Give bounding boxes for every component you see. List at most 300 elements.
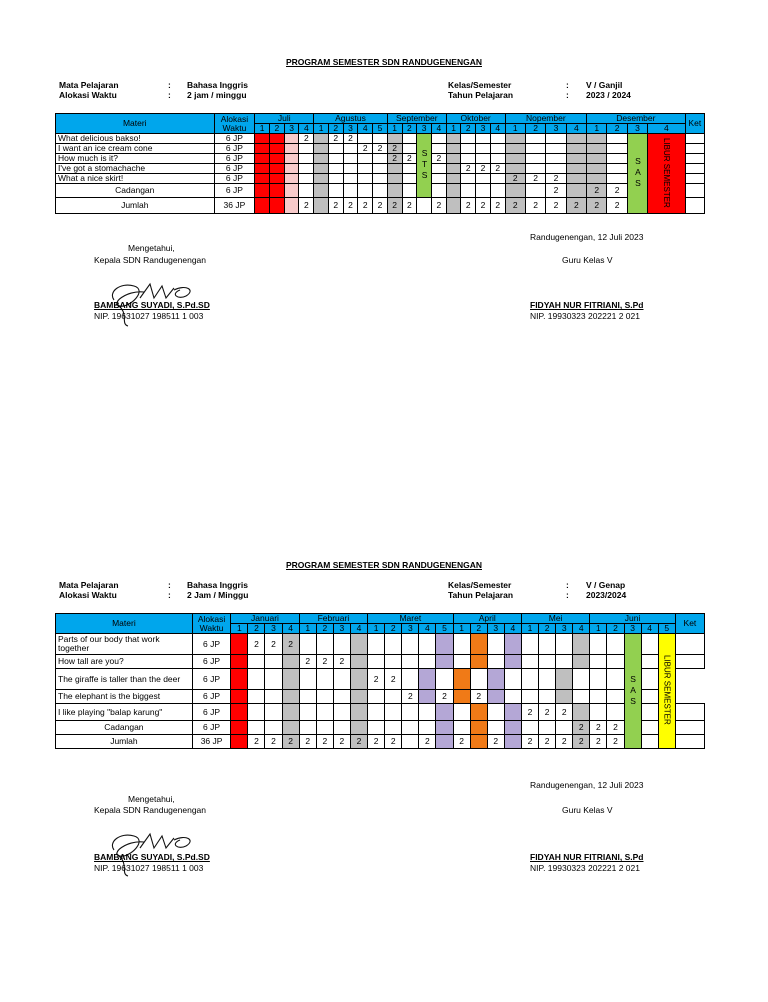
week-cell: [402, 164, 417, 174]
week-number: 3: [265, 624, 282, 634]
guru-name: [530, 300, 644, 311]
week-cell: [299, 174, 314, 184]
week-cell: [446, 164, 461, 174]
week-cell: [282, 655, 299, 669]
label-kelas-semester: Kelas/Semester: [448, 580, 512, 590]
header-ket: Ket: [675, 614, 704, 634]
label-mata-pelajaran: Mata Pelajaran: [59, 80, 119, 90]
week-cell: [539, 721, 556, 735]
week-cell: 2: [539, 735, 556, 749]
week-cell: [505, 154, 525, 164]
week-cell: [641, 634, 658, 655]
week-cell: [350, 655, 367, 669]
total-alokasi: 36 JP: [214, 198, 255, 214]
materi-cell: How tall are you?: [56, 655, 193, 669]
week-number: 3: [333, 624, 350, 634]
week-cell: [587, 174, 607, 184]
week-cell: [487, 690, 504, 704]
label-tahun-pelajaran: Tahun Pelajaran: [448, 90, 514, 100]
week-cell: [505, 164, 525, 174]
week-cell: [490, 154, 505, 164]
week-cell: [328, 154, 343, 164]
week-cell: [316, 721, 333, 735]
week-cell: [446, 134, 461, 144]
week-cell: 2: [587, 184, 607, 198]
alokasi-cell: 6 JP: [214, 154, 255, 164]
week-cell: 2: [453, 735, 470, 749]
week-cell: [231, 704, 248, 721]
week-cell: [387, 164, 402, 174]
week-cell: 2: [373, 198, 388, 214]
week-cell: [299, 721, 316, 735]
week-cell: [419, 690, 436, 704]
week-number: 4: [490, 124, 505, 134]
week-cell: [265, 690, 282, 704]
week-cell: [505, 144, 525, 154]
header-alokasi: Alokasi Waktu: [192, 614, 230, 634]
week-cell: [641, 655, 658, 669]
week-cell: 2: [299, 735, 316, 749]
week-cell: [539, 669, 556, 690]
week-cell: [333, 721, 350, 735]
month-header: Agustus: [314, 114, 388, 124]
week-cell: [490, 174, 505, 184]
week-cell: 2: [299, 134, 314, 144]
week-cell: [573, 690, 590, 704]
kepala-name: [94, 852, 210, 863]
month-header: Juni: [590, 614, 676, 624]
week-cell: [446, 198, 461, 214]
materi-cell: How much is it?: [56, 154, 215, 164]
colon: :: [566, 590, 569, 600]
week-cell: [476, 144, 491, 154]
label-kelas-semester: Kelas/Semester: [448, 80, 512, 90]
week-number: 1: [299, 624, 316, 634]
week-cell: [607, 134, 627, 144]
ket-cell: [685, 154, 704, 164]
week-number: 1: [590, 624, 607, 634]
week-cell: [265, 721, 282, 735]
week-number: 5: [373, 124, 388, 134]
week-cell: [521, 669, 538, 690]
week-number: 4: [358, 124, 373, 134]
week-cell: 2: [387, 154, 402, 164]
materi-cell: What delicious bakso!: [56, 134, 215, 144]
label-alokasi-waktu: Alokasi Waktu: [59, 90, 117, 100]
week-cell: [284, 144, 299, 154]
week-cell: [282, 669, 299, 690]
alokasi-cell: 6 JP: [214, 184, 255, 198]
mengetahui-label: Mengetahui,: [128, 794, 175, 804]
week-cell: 2: [373, 144, 388, 154]
alokasi-cell: 6 JP: [214, 144, 255, 154]
total-row-label: Jumlah: [56, 198, 215, 214]
week-cell: 2: [566, 198, 586, 214]
week-cell: 2: [573, 735, 590, 749]
week-number: 1: [231, 624, 248, 634]
week-cell: [487, 655, 504, 669]
week-cell: [419, 655, 436, 669]
week-number: 1: [446, 124, 461, 134]
week-number: 4: [431, 124, 446, 134]
week-cell: [453, 721, 470, 735]
week-cell: 2: [431, 154, 446, 164]
week-cell: [453, 655, 470, 669]
week-cell: [573, 704, 590, 721]
kepala-name: [94, 300, 210, 311]
week-number: 1: [505, 124, 525, 134]
week-cell: [368, 704, 385, 721]
week-cell: [385, 704, 402, 721]
week-cell: [521, 690, 538, 704]
kepala-sekolah-title: Kepala SDN Randugenengan: [94, 255, 207, 265]
week-cell: [504, 690, 521, 704]
week-cell: 2: [607, 198, 627, 214]
week-cell: [387, 134, 402, 144]
week-cell: [402, 704, 419, 721]
value-alokasi-waktu: 2 Jam / Minggu: [187, 590, 249, 600]
week-number: 2: [607, 124, 627, 134]
materi-cell: Cadangan: [56, 184, 215, 198]
materi-cell: I like playing "balap karung": [56, 704, 193, 721]
week-cell: 2: [461, 198, 476, 214]
week-cell: [436, 735, 453, 749]
week-cell: 2: [387, 144, 402, 154]
week-cell: 2: [556, 704, 573, 721]
week-number: 1: [453, 624, 470, 634]
week-number: 4: [641, 624, 658, 634]
week-cell: [573, 655, 590, 669]
week-cell: [328, 184, 343, 198]
week-cell: [587, 154, 607, 164]
week-cell: [402, 669, 419, 690]
week-cell: 2: [358, 198, 373, 214]
week-cell: [573, 634, 590, 655]
week-cell: [573, 669, 590, 690]
week-cell: [350, 669, 367, 690]
alokasi-cell: 6 JP: [214, 174, 255, 184]
materi-cell: I want an ice cream cone: [56, 144, 215, 154]
week-cell: [299, 184, 314, 198]
materi-cell: Cadangan: [56, 721, 193, 735]
week-cell: [299, 164, 314, 174]
week-cell: [566, 164, 586, 174]
week-cell: [607, 174, 627, 184]
week-cell: [299, 704, 316, 721]
page-title-genap: PROGRAM SEMESTER SDN RANDUGENENGAN: [286, 560, 482, 570]
week-cell: [385, 655, 402, 669]
week-cell: [316, 634, 333, 655]
week-cell: 2: [476, 198, 491, 214]
week-cell: [504, 704, 521, 721]
week-cell: 2: [328, 134, 343, 144]
week-cell: 2: [546, 198, 566, 214]
week-cell: [417, 198, 432, 214]
week-number: 3: [343, 124, 358, 134]
week-cell: [525, 184, 545, 198]
week-cell: [402, 184, 417, 198]
week-cell: 2: [590, 735, 607, 749]
week-cell: [368, 721, 385, 735]
header-ket: Ket: [685, 114, 704, 134]
week-cell: [607, 690, 624, 704]
week-cell: [587, 144, 607, 154]
week-cell: [461, 134, 476, 144]
week-cell: [521, 655, 538, 669]
week-cell: [504, 655, 521, 669]
month-header: Mei: [521, 614, 589, 624]
week-cell: 2: [402, 690, 419, 704]
week-cell: [255, 174, 270, 184]
week-cell: [314, 174, 329, 184]
week-cell: [255, 198, 270, 214]
week-cell: 2: [431, 198, 446, 214]
week-cell: [385, 690, 402, 704]
week-cell: [350, 721, 367, 735]
week-cell: 2: [265, 735, 282, 749]
week-cell: 2: [385, 669, 402, 690]
month-header: Februari: [299, 614, 367, 624]
week-cell: 2: [333, 735, 350, 749]
week-cell: [402, 134, 417, 144]
week-number: 5: [436, 624, 453, 634]
week-cell: 2: [436, 690, 453, 704]
week-cell: [490, 134, 505, 144]
libur-semester-block-label: LIBUR SEMESTER: [661, 137, 671, 208]
week-cell: [358, 154, 373, 164]
week-cell: [255, 144, 270, 154]
week-cell: [368, 690, 385, 704]
week-cell: [255, 134, 270, 144]
week-cell: [505, 184, 525, 198]
week-cell: [419, 669, 436, 690]
week-cell: [590, 704, 607, 721]
week-cell: [373, 174, 388, 184]
week-number: 2: [385, 624, 402, 634]
week-cell: [476, 134, 491, 144]
week-cell: [436, 655, 453, 669]
week-cell: [431, 164, 446, 174]
ket-cell: [685, 198, 704, 214]
week-cell: [525, 154, 545, 164]
week-cell: [453, 690, 470, 704]
week-cell: [566, 134, 586, 144]
week-cell: [248, 721, 265, 735]
week-cell: 2: [282, 735, 299, 749]
week-cell: [402, 655, 419, 669]
month-header: Nopember: [505, 114, 587, 124]
week-cell: [476, 184, 491, 198]
week-number: 5: [658, 624, 675, 634]
week-cell: [607, 164, 627, 174]
week-number: 3: [402, 624, 419, 634]
week-cell: 2: [368, 669, 385, 690]
week-number: 1: [521, 624, 538, 634]
week-cell: [546, 154, 566, 164]
week-number: 3: [284, 124, 299, 134]
week-cell: [431, 134, 446, 144]
week-cell: [270, 198, 285, 214]
week-number: 4: [648, 124, 685, 134]
week-cell: [284, 198, 299, 214]
ket-cell: [675, 704, 704, 721]
week-number: 4: [566, 124, 586, 134]
week-cell: 2: [587, 198, 607, 214]
week-cell: [566, 154, 586, 164]
week-number: 3: [556, 624, 573, 634]
week-cell: [282, 704, 299, 721]
week-cell: [231, 735, 248, 749]
month-header: Januari: [231, 614, 299, 624]
header-alokasi: Alokasi Waktu: [214, 114, 255, 134]
sts-block-label: STS: [419, 148, 430, 181]
week-number: 3: [627, 124, 647, 134]
week-cell: [476, 174, 491, 184]
week-cell: 2: [476, 164, 491, 174]
week-cell: [314, 154, 329, 164]
week-cell: [453, 669, 470, 690]
month-header: Oktober: [446, 114, 505, 124]
week-cell: 2: [358, 144, 373, 154]
week-cell: [231, 690, 248, 704]
week-number: 2: [270, 124, 285, 134]
week-cell: [255, 154, 270, 164]
week-cell: [282, 690, 299, 704]
week-cell: [248, 669, 265, 690]
label-mata-pelajaran: Mata Pelajaran: [59, 580, 119, 590]
week-cell: 2: [343, 198, 358, 214]
mengetahui-label: Mengetahui,: [128, 243, 175, 253]
colon: :: [566, 580, 569, 590]
week-cell: [419, 721, 436, 735]
week-number: 1: [255, 124, 270, 134]
week-cell: [284, 174, 299, 184]
week-cell: [470, 634, 487, 655]
week-number: 1: [587, 124, 607, 134]
week-cell: 2: [590, 721, 607, 735]
week-cell: [368, 655, 385, 669]
libur-semester-block: [658, 634, 675, 749]
week-cell: [521, 721, 538, 735]
value-kelas-semester: V / Ganjil: [586, 80, 623, 90]
guru-name-text: FIDYAH NUR FITRIANI, S.Pd: [530, 300, 644, 310]
week-cell: [270, 154, 285, 164]
week-number: 3: [487, 624, 504, 634]
week-cell: [387, 174, 402, 184]
page-title-ganjil: PROGRAM SEMESTER SDN RANDUGENENGAN: [286, 57, 482, 67]
week-number: 2: [402, 124, 417, 134]
guru-nip: NIP. 19930323 202221 2 021: [530, 311, 640, 321]
week-cell: 2: [385, 735, 402, 749]
week-cell: [490, 144, 505, 154]
materi-cell: What a nice skirt!: [56, 174, 215, 184]
week-cell: [539, 634, 556, 655]
week-cell: [284, 184, 299, 198]
week-cell: [470, 669, 487, 690]
week-cell: [314, 184, 329, 198]
week-cell: [539, 690, 556, 704]
week-cell: 2: [470, 690, 487, 704]
week-cell: 2: [546, 174, 566, 184]
week-number: 3: [546, 124, 566, 134]
guru-kelas-title: Guru Kelas V: [562, 255, 613, 265]
week-cell: [487, 634, 504, 655]
header-materi: Materi: [56, 114, 215, 134]
value-mata-pelajaran: Bahasa Inggris: [187, 80, 248, 90]
schedule-table-genap: [55, 613, 705, 749]
week-cell: [373, 134, 388, 144]
sas-block: [624, 634, 641, 749]
week-number: 4: [299, 124, 314, 134]
week-number: 3: [624, 624, 641, 634]
week-cell: 2: [521, 704, 538, 721]
week-cell: [343, 164, 358, 174]
week-number: 2: [316, 624, 333, 634]
week-cell: 2: [282, 634, 299, 655]
week-cell: [358, 164, 373, 174]
week-cell: [587, 134, 607, 144]
week-cell: [436, 634, 453, 655]
alokasi-cell: 6 JP: [192, 721, 230, 735]
colon: :: [168, 590, 171, 600]
week-cell: [546, 144, 566, 154]
week-number: 2: [539, 624, 556, 634]
week-cell: [590, 634, 607, 655]
week-cell: [231, 655, 248, 669]
month-header: Juli: [255, 114, 314, 124]
sas-block-label: SAS: [628, 673, 639, 707]
week-cell: [590, 690, 607, 704]
week-cell: 2: [368, 735, 385, 749]
ket-cell: [685, 144, 704, 154]
week-cell: [270, 144, 285, 154]
week-cell: 2: [546, 184, 566, 198]
week-cell: [590, 669, 607, 690]
week-cell: [487, 721, 504, 735]
week-cell: [248, 704, 265, 721]
week-cell: [461, 184, 476, 198]
colon: :: [168, 90, 171, 100]
week-cell: [487, 704, 504, 721]
week-cell: [316, 669, 333, 690]
week-cell: [641, 721, 658, 735]
ket-cell: [685, 134, 704, 144]
week-number: 1: [314, 124, 329, 134]
week-cell: [461, 174, 476, 184]
week-cell: [461, 154, 476, 164]
week-cell: [358, 184, 373, 198]
ket-cell: [641, 669, 658, 690]
week-cell: [419, 704, 436, 721]
sas-block-label: SAS: [633, 156, 644, 189]
week-cell: [231, 721, 248, 735]
week-cell: [607, 669, 624, 690]
week-number: 4: [573, 624, 590, 634]
week-number: 4: [282, 624, 299, 634]
libur-semester-block: [648, 134, 685, 214]
week-cell: [607, 154, 627, 164]
week-cell: [358, 134, 373, 144]
week-cell: [566, 174, 586, 184]
week-cell: [314, 134, 329, 144]
week-cell: [270, 134, 285, 144]
week-cell: [255, 164, 270, 174]
week-cell: 2: [299, 198, 314, 214]
week-cell: [436, 721, 453, 735]
week-number: 4: [504, 624, 521, 634]
week-cell: [299, 634, 316, 655]
week-cell: 2: [419, 735, 436, 749]
